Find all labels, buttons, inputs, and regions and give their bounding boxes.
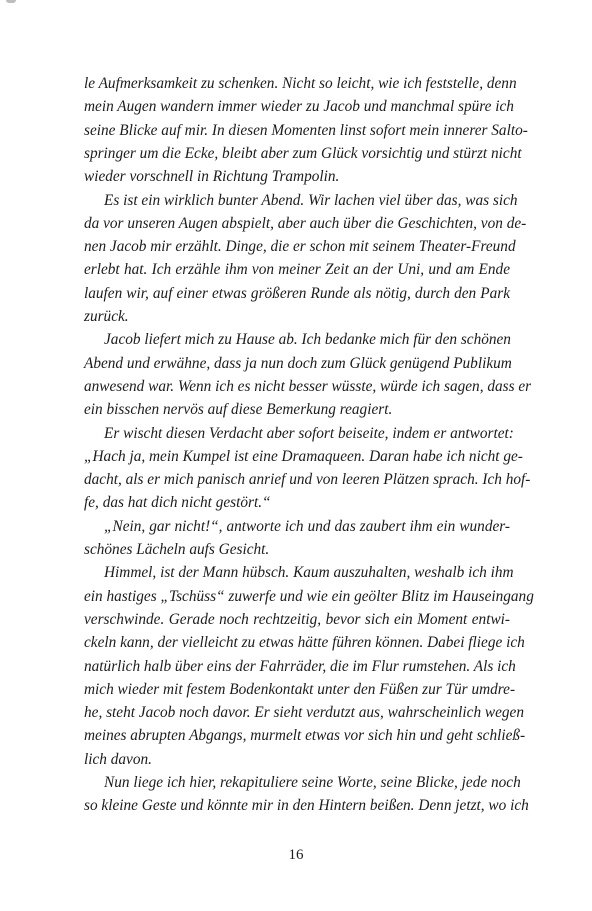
text-line: dacht, als er mich panisch anrief und von leeren Plätzen sprach. Ich hof- [84,471,531,489]
text-line: „Nein, gar nicht!“, antworte ich und das zaubert ihm ein wunder- [104,517,510,535]
text-line: fe, das hat dich nicht gestört.“ [84,494,271,512]
text-line: Abend und erwähne, dass ja nun doch zum Glück genügend Publikum [84,354,512,372]
text-line: Es ist ein wirklich bunter Abend. Wir lachen viel über das, was sich [104,191,518,209]
text-line: Er wischt diesen Verdacht aber sofort beiseite, indem er antwortet: [104,424,514,442]
text-line: ein bisschen nervös auf diese Bemerkung reagiert. [84,401,393,419]
text-line: Himmel, ist der Mann hübsch. Kaum auszuhalten, weshalb ich ihm [104,564,514,582]
page-corner-mark [6,0,16,3]
text-line: he, steht Jacob noch davor. Er sieht verdutzt aus, wahrscheinlich wegen [84,704,524,722]
text-line: Nun liege ich hier, rekapituliere seine Worte, seine Blicke, jede noch [104,774,521,791]
text-line: „Hach ja, mein Kumpel ist eine Dramaqueen. Daran habe ich nicht ge- [84,447,523,465]
text-line: laufen wir, auf einer etwas größeren Runde als nötig, durch den Park [84,284,510,302]
text-line: so kleine Geste und könnte mir in den Hintern beißen. Denn jetzt, wo ich [84,797,529,815]
text-line: le Aufmerksamkeit zu schenken. Nicht so leicht, wie ich feststelle, denn [84,75,517,92]
page-number: 16 [288,847,304,863]
text-line: springer um die Ecke, bleibt aber zum Glück vorsichtig und stürzt nicht [84,144,522,162]
text-line: zurück. [84,308,129,325]
text-line: nen Jacob mir erzählt. Dinge, die er schon mit seinem Theater-Freund [84,238,516,256]
text-line: ckeln kann, der vielleicht zu etwas hätte führen können. Dabei fliege ich [84,634,525,652]
text-line: anwesend war. Wenn ich es nicht besser wüsste, würde ich sagen, dass er [84,377,532,395]
text-line: seine Blicke auf mir. In diesen Momenten linst sofort mein innerer Salto- [84,121,528,139]
text-line: meines abrupten Abgangs, murmelt etwas vor sich hin und geht schließ- [84,727,526,745]
text-line: schönes Lächeln aufs Gesicht. [84,541,270,558]
text-line: da vor unseren Augen abspielt, aber auch über die Geschichten, von de- [84,214,527,232]
text-line: Jacob liefert mich zu Hause ab. Ich bedanke mich für den schönen [104,331,511,349]
text-line: wieder vorschnell in Richtung Trampolin. [84,168,340,186]
text-line: mein Augen wandern immer wieder zu Jacob und manchmal spüre ich [84,98,514,116]
text-line: lich davon. [84,750,152,768]
text-line: mich wieder mit festem Bodenkontakt unter den Füßen zur Tür umdre- [84,680,516,698]
text-line: verschwinde. Gerade noch rechtzeitig, bevor sich ein Moment entwi- [84,610,510,628]
text-line: erlebt hat. Ich erzähle ihm von meiner Zeit an der Uni, und am Ende [84,261,510,279]
text-line: natürlich halb über eins der Fahrräder, die im Flur rumstehen. Als ich [84,657,516,675]
text-line: ein hastiges „Tschüss“ zuwerfe und wie ein geölter Blitz im Hauseingang [84,587,534,605]
